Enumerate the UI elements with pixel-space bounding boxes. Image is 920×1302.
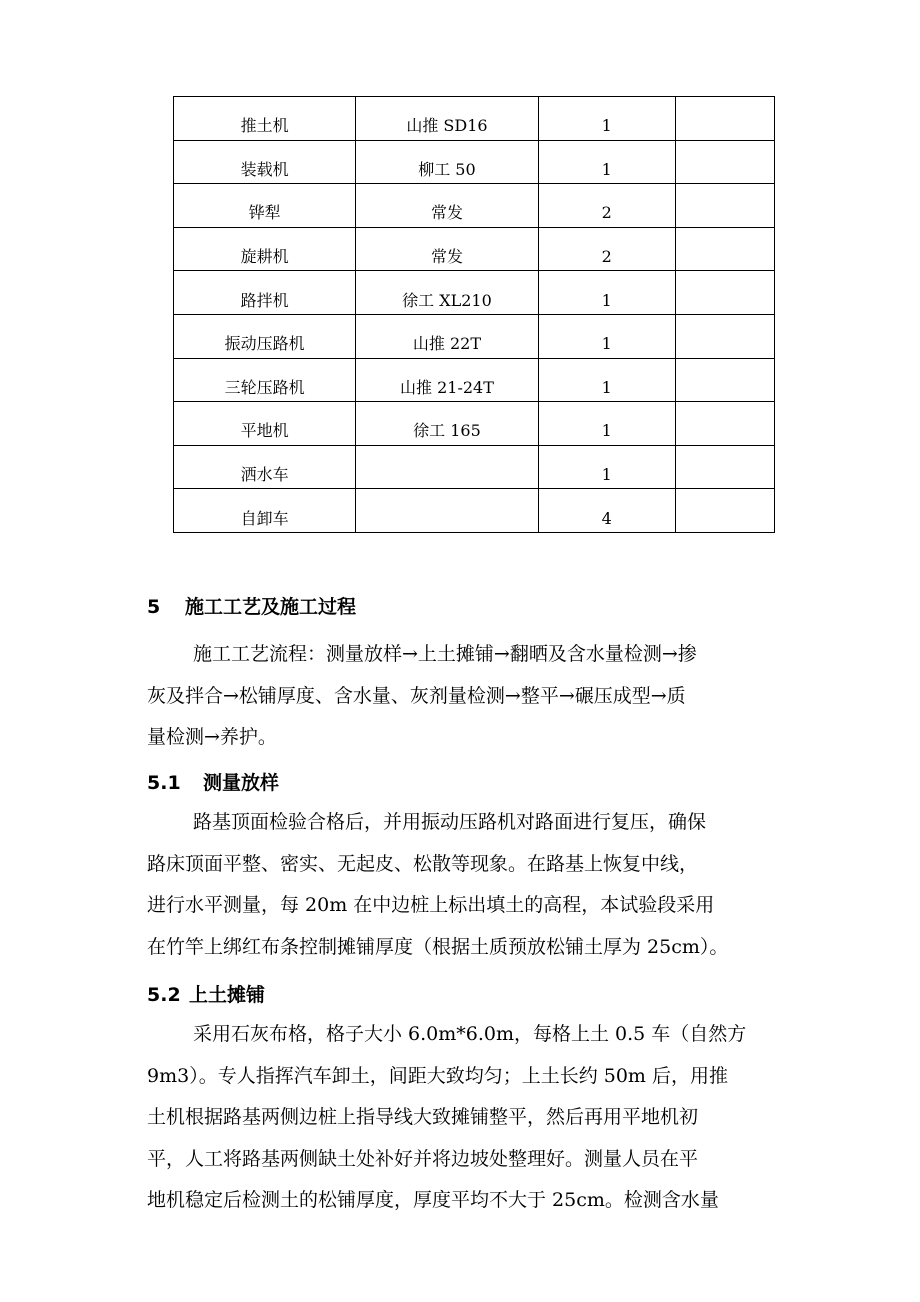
equipment-qty: 2 xyxy=(538,227,675,271)
paragraph-line: 路床顶面平整、密实、无起皮、松散等现象。在路基上恢复中线， xyxy=(147,852,699,875)
section-5-heading xyxy=(147,592,356,619)
equipment-name: 平地机 xyxy=(174,402,356,446)
equipment-model xyxy=(356,445,538,489)
equipment-note xyxy=(675,140,774,184)
equipment-note xyxy=(675,489,774,533)
equipment-qty: 4 xyxy=(538,489,675,533)
table-row xyxy=(174,489,775,533)
section-title: 测量放样 xyxy=(203,772,280,794)
table-row xyxy=(174,184,775,228)
section-5-2-body xyxy=(147,1014,780,1222)
section-5-1-heading xyxy=(147,768,279,795)
equipment-name: 洒水车 xyxy=(174,445,356,489)
equipment-name: 装载机 xyxy=(174,140,356,184)
section-5-1-body xyxy=(147,802,780,968)
equipment-model: 山推 22T xyxy=(356,314,538,358)
table-row xyxy=(174,445,775,489)
table-row xyxy=(174,140,775,184)
paragraph-line: 路基顶面检验合格后，并用振动压路机对路面进行复压，确保 xyxy=(193,811,707,833)
equipment-note xyxy=(675,358,774,402)
equipment-model: 常发 xyxy=(356,184,538,228)
equipment-name: 自卸车 xyxy=(174,489,356,533)
equipment-qty: 1 xyxy=(538,97,675,141)
equipment-note xyxy=(675,445,774,489)
section-number: 5.2 xyxy=(147,984,181,1006)
equipment-note xyxy=(675,227,774,271)
equipment-name: 三轮压路机 xyxy=(174,358,356,402)
table-row xyxy=(174,271,775,315)
section-number: 5 xyxy=(147,596,161,618)
equipment-model xyxy=(356,489,538,533)
paragraph-line: 在竹竿上绑红布条控制摊铺厚度（根据土质预放松铺土厚为 25cm）。 xyxy=(147,935,729,958)
equipment-model: 山推 SD16 xyxy=(356,97,538,141)
paragraph-line: 施工工艺流程：测量放样→上土摊铺→翻晒及含水量检测→掺 xyxy=(193,643,697,665)
equipment-note xyxy=(675,184,774,228)
equipment-note xyxy=(675,314,774,358)
equipment-note xyxy=(675,97,774,141)
equipment-note xyxy=(675,402,774,446)
section-5-2-heading xyxy=(147,980,265,1007)
table-row xyxy=(174,358,775,402)
table-row xyxy=(174,227,775,271)
equipment-qty: 1 xyxy=(538,271,675,315)
equipment-name: 振动压路机 xyxy=(174,314,356,358)
equipment-name: 路拌机 xyxy=(174,271,356,315)
table-row xyxy=(174,97,775,141)
paragraph-line: 量检测→养护。 xyxy=(147,726,277,748)
paragraph-line: 灰及拌合→松铺厚度、含水量、灰剂量检测→整平→碾压成型→质 xyxy=(147,684,686,707)
paragraph-line: 地机稳定后检测土的松铺厚度，厚度平均不大于 25cm。检测含水量 xyxy=(147,1189,719,1211)
equipment-qty: 1 xyxy=(538,140,675,184)
equipment-note xyxy=(675,271,774,315)
equipment-name: 推土机 xyxy=(174,97,356,141)
table-row xyxy=(174,314,775,358)
equipment-model: 常发 xyxy=(356,227,538,271)
paragraph-line: 9m3）。专人指挥汽车卸土，间距大致均匀；上土长约 50m 后，用推 xyxy=(147,1064,728,1087)
equipment-model: 徐工 XL210 xyxy=(356,271,538,315)
paragraph-line: 土机根据路基两侧边桩上指导线大致摊铺整平，然后再用平地机初 xyxy=(147,1106,699,1128)
equipment-qty: 1 xyxy=(538,358,675,402)
equipment-qty: 1 xyxy=(538,314,675,358)
equipment-name: 旋耕机 xyxy=(174,227,356,271)
paragraph-line: 进行水平测量，每 20m 在中边桩上标出填土的高程，本试验段采用 xyxy=(147,894,715,916)
equipment-model: 山推 21-24T xyxy=(356,358,538,402)
equipment-model: 柳工 50 xyxy=(356,140,538,184)
section-title: 上土摊铺 xyxy=(189,984,266,1006)
paragraph-line: 平，人工将路基两侧缺土处补好并将边坡处整理好。测量人员在平 xyxy=(147,1147,699,1170)
table-row xyxy=(174,402,775,446)
section-number: 5.1 xyxy=(147,772,181,794)
equipment-qty: 1 xyxy=(538,445,675,489)
paragraph-line: 采用石灰布格，格子大小 6.0m*6.0m，每格上土 0.5 车（自然方 xyxy=(193,1023,747,1045)
section-title: 施工工艺及施工过程 xyxy=(185,596,357,618)
section-5-intro xyxy=(147,634,780,759)
equipment-qty: 2 xyxy=(538,184,675,228)
equipment-table xyxy=(173,96,775,533)
equipment-name: 铧犁 xyxy=(174,184,356,228)
equipment-qty: 1 xyxy=(538,402,675,446)
equipment-model: 徐工 165 xyxy=(356,402,538,446)
